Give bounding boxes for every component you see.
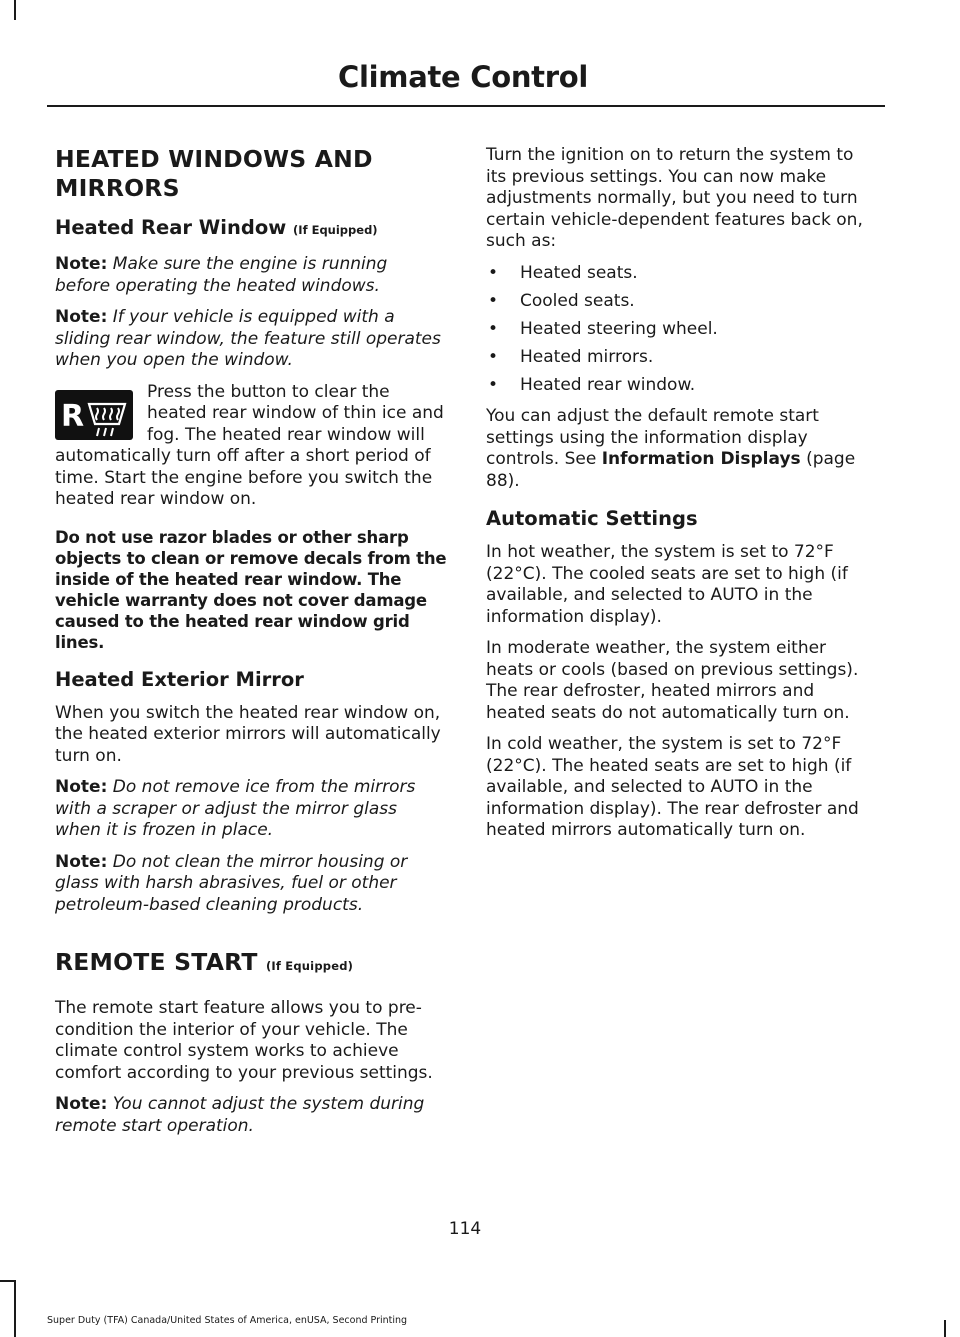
note-label: Note: [55, 777, 108, 797]
rear-window-instructions [55, 382, 447, 511]
note-text: Do not remove ice from the mirrors with a scraper or adjust the mirror glass when it is frozen in place. [55, 777, 416, 840]
crop-mark-bottom-right-vertical [944, 1320, 946, 1337]
list-item: • Heated rear window. [486, 375, 878, 397]
page-reference[interactable]: (page 88). [486, 449, 856, 491]
remote-start-body: The remote start feature allows you to pre-condition the interior of your vehicle. The climate control system works to achieve comfort according to your previous settings. [55, 998, 433, 1083]
rear-window-body: Press the button to clear the heated rear window of thin ice and fog. The heated rear window will automatically turn off after a short period of time. Start the engine before you switch the heated rear window on. [55, 381, 444, 509]
cold-weather-paragraph: In cold weather, the system is set to 72°F (22°C). The heated seats are set to high (if available, and selected to AUTO in the information display). The rear defroster and heated mirrors automatically turn on. [486, 734, 859, 840]
note-label: Note: [55, 851, 108, 872]
if-equipped-qualifier: (If Equipped) [265, 959, 354, 973]
if-equipped-qualifier: (If Equipped) [293, 223, 378, 237]
note-sliding-window [55, 307, 447, 372]
moderate-weather-paragraph: In moderate weather, the system either heats or cools (based on previous settings). The rear defroster, heated mirrors and heated seats do not automatically turn on. [486, 638, 859, 723]
feature-bullet-list [486, 263, 878, 397]
automatic-settings-heading: Automatic Settings [486, 507, 698, 530]
right-column [486, 145, 878, 852]
note-label: Note: [55, 254, 108, 274]
note-mirror-cleaning [55, 852, 447, 917]
note-text: Make sure the engine is running before operating the heated windows. [55, 254, 388, 296]
list-item: • Heated seats. [486, 263, 878, 285]
page-title: Climate Control [338, 60, 588, 94]
rear-defrost-icon [55, 390, 133, 440]
adjust-settings-text: You can adjust the default remote start settings using the information display controls. See [486, 406, 819, 469]
remote-start-title: REMOTE START [55, 948, 258, 976]
note-text: You cannot adjust the system during remote start operation. [55, 1094, 425, 1136]
icon-letter-r: R [61, 398, 85, 434]
note-text: If your vehicle is equipped with a sliding rear window, the feature still operates when you open the window. [55, 307, 441, 370]
note-engine-running [55, 254, 447, 297]
footer-edition-info: Super Duty (TFA) Canada/United States of America, enUSA, Second Printing [47, 1315, 408, 1326]
heated-windows-heading: HEATED WINDOWS AND MIRRORS [55, 145, 373, 202]
information-displays-link[interactable]: Information Displays [601, 449, 801, 469]
note-label: Note: [55, 307, 108, 327]
list-item: • Cooled seats. [486, 291, 878, 313]
hot-weather-paragraph: In hot weather, the system is set to 72°F (22°C). The cooled seats are set to high (if available, and selected to AUTO in the information display). [486, 542, 848, 627]
page-number: 114 [448, 1219, 482, 1239]
note-remote-start [55, 1094, 447, 1137]
note-text: Do not clean the mirror housing or glass with harsh abrasives, fuel or other petroleum-based cleaning products. [55, 851, 408, 915]
list-item: • Heated steering wheel. [486, 319, 878, 341]
heated-rear-window-heading [55, 215, 447, 243]
note-mirror-ice [55, 777, 447, 842]
heated-exterior-mirror-heading: Heated Exterior Mirror [55, 667, 304, 691]
list-item: • Heated mirrors. [486, 347, 878, 369]
crop-mark-bottom-left-horizontal [0, 1280, 14, 1282]
razor-blade-warning: Do not use razor blades or other sharp objects to clean or remove decals from the inside of the heated rear window. The vehicle warranty does not cover damage caused to the heated rear window grid lines. [55, 527, 447, 652]
crop-mark-bottom-left-vertical [14, 1280, 16, 1337]
note-label: Note: [55, 1094, 108, 1114]
left-column [55, 145, 447, 1147]
header-rule [47, 105, 885, 107]
heated-rear-window-title: Heated Rear Window [55, 216, 287, 239]
remote-start-heading [55, 948, 447, 981]
adjust-settings-paragraph [486, 406, 878, 492]
exterior-mirror-body: When you switch the heated rear window on, the heated exterior mirrors will automatically turn on. [55, 702, 441, 766]
remote-start-intro: Turn the ignition on to return the system to its previous settings. You can now make adjustments normally, but you need to turn certain vehicle-dependent features back on, such as: [486, 145, 863, 251]
crop-mark-top-left-vertical [14, 0, 16, 20]
